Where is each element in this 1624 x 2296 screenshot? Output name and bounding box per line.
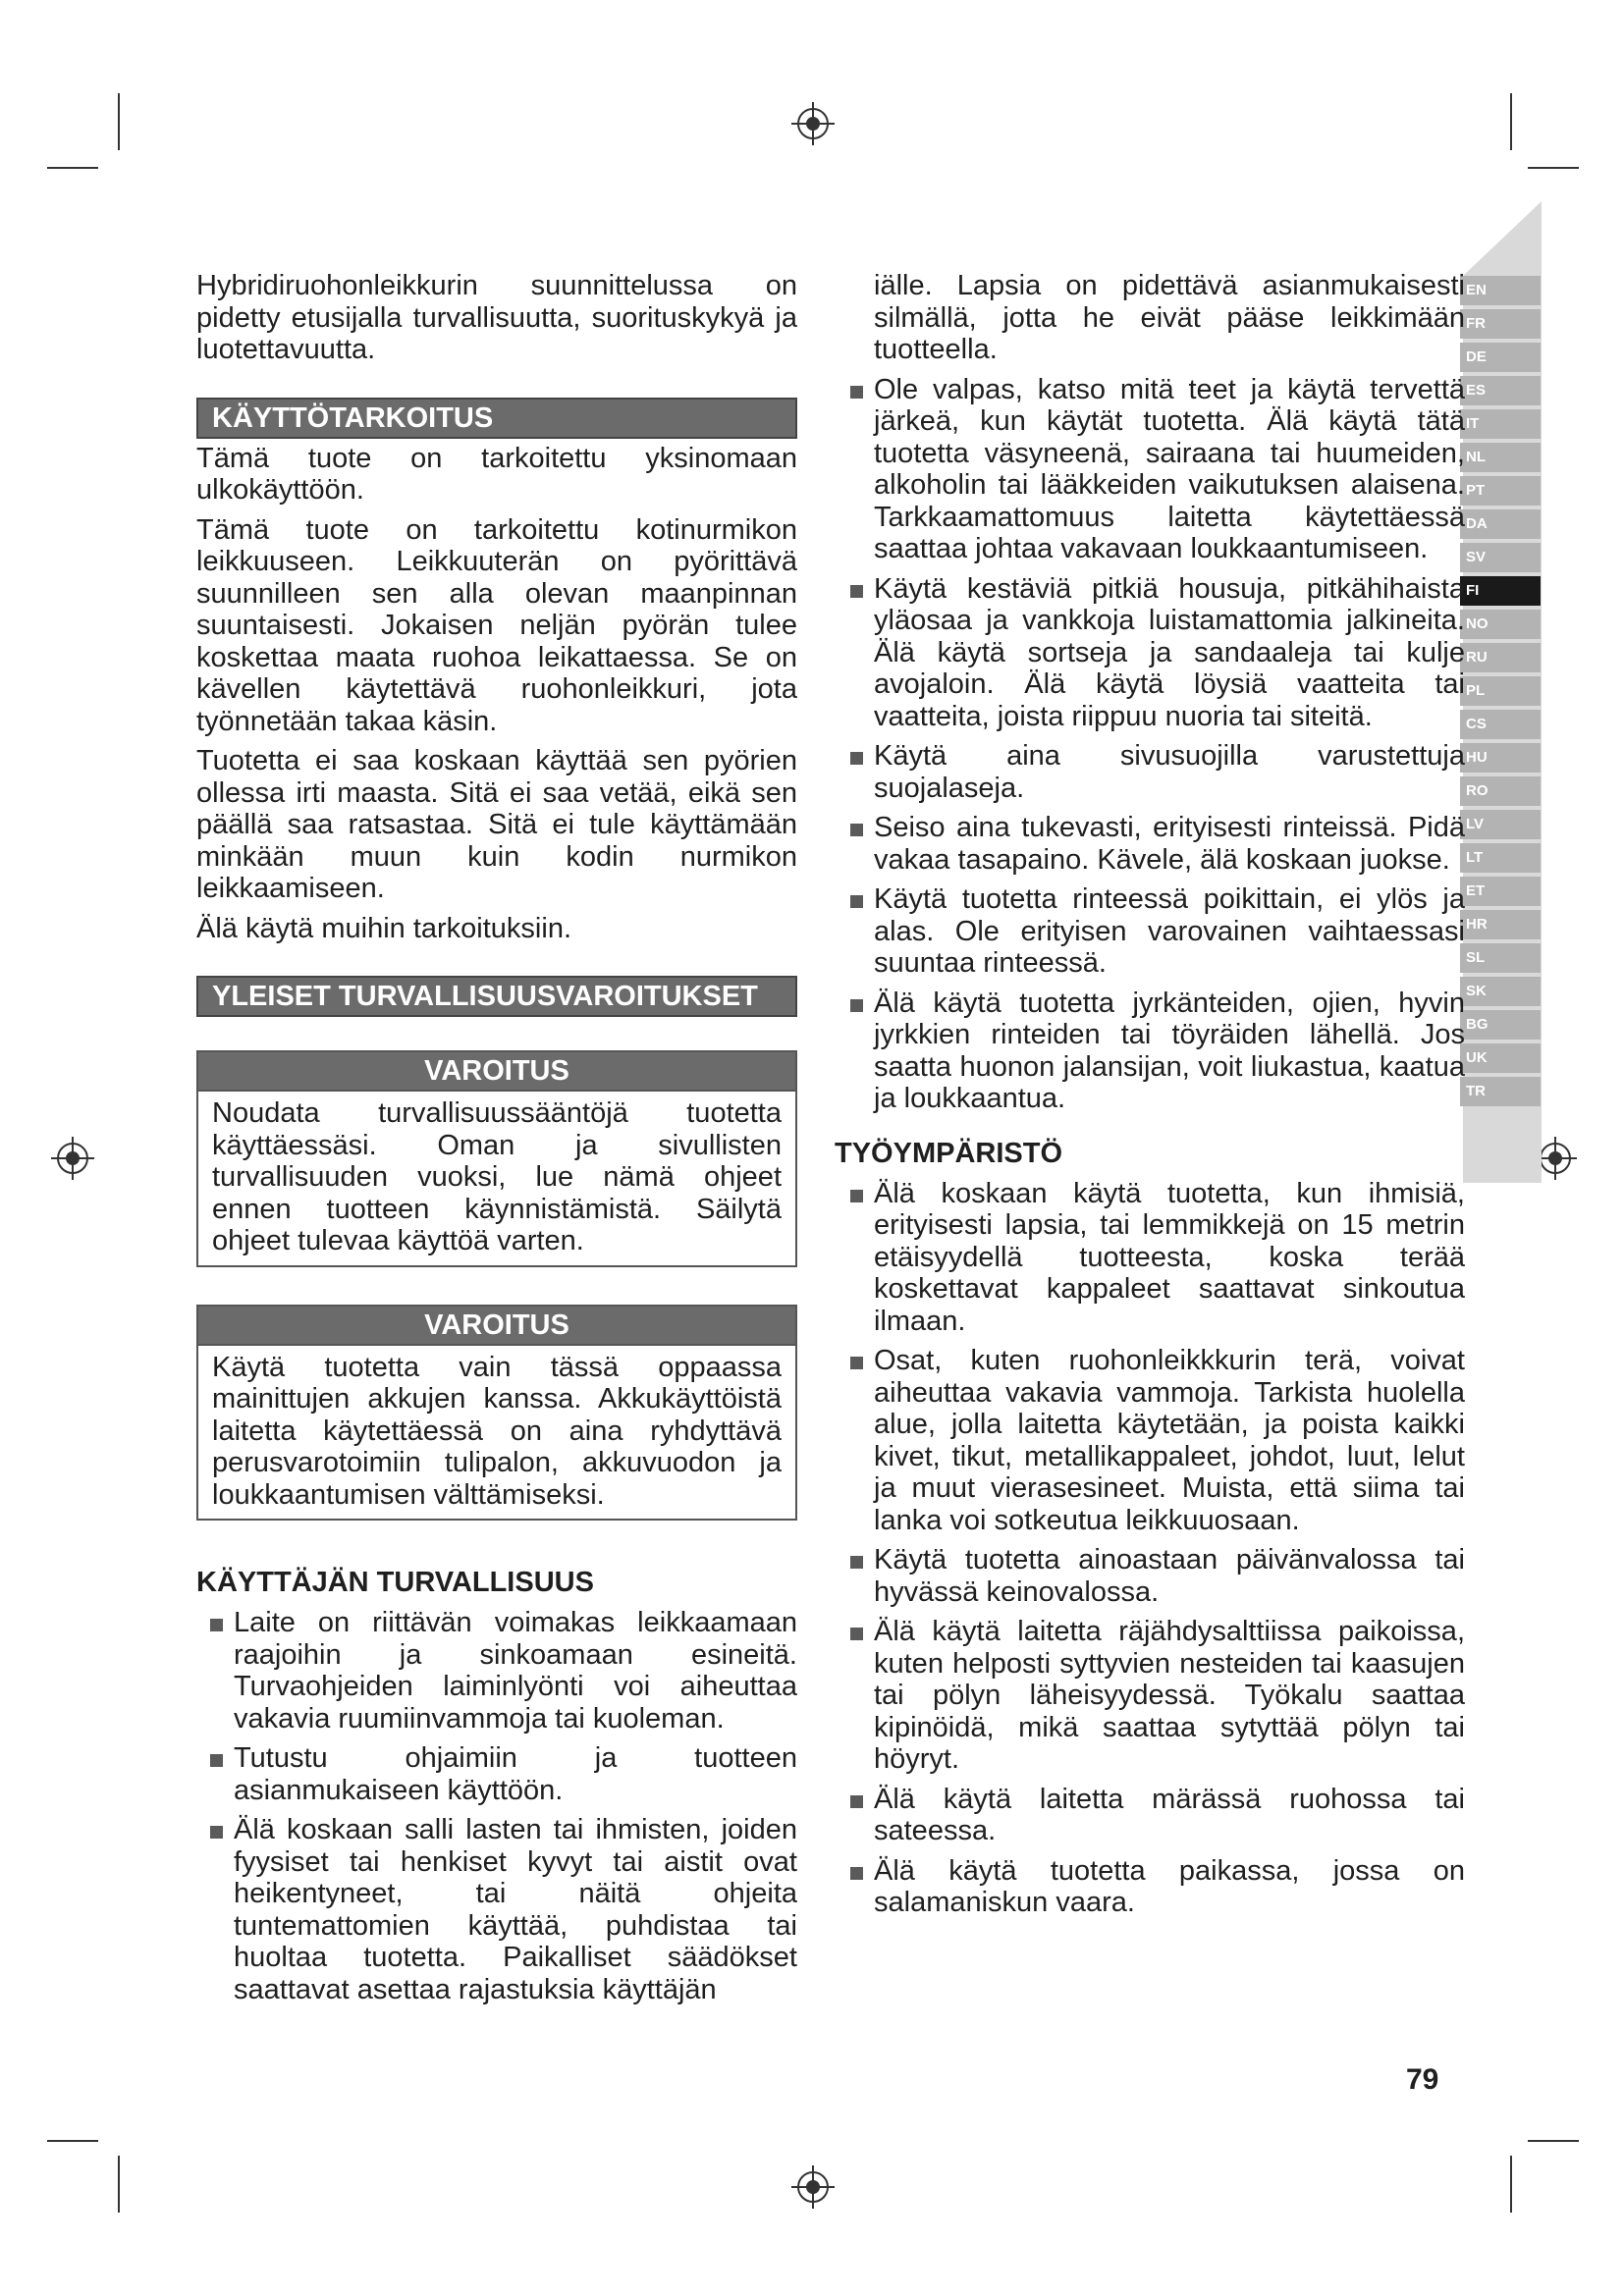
language-tab-no[interactable]: NO — [1460, 610, 1541, 639]
list-item-text: Älä käytä tuotetta paikassa, jossa on salamaniskun vaara. — [874, 1854, 1465, 1918]
language-tab-bg[interactable]: BG — [1460, 1010, 1541, 1040]
crop-mark — [1528, 2140, 1579, 2142]
work-area-heading: TYÖYMPÄRISTÖ — [835, 1137, 1063, 1169]
warning-title: VAROITUS — [198, 1307, 795, 1346]
continuation-paragraph: iälle. Lapsia on pidettävä asianmukaisesti silmällä, jotta he eivät pääse leikkimään tuotteella. — [874, 270, 1465, 365]
language-tab-da[interactable]: DA — [1460, 509, 1541, 539]
intended-use-paragraph: Tämä tuote on tarkoitettu kotinurmikon leikkuuseen. Leikkuuterän on pyörittävä suunnilleen sen alla olevan maanpinnan suuntaisesti. Jokaisen neljän pyörän tulee koskettaa maata ruohoa leikattaessa. Se on kävellen käytettävä ruohonleikkuri, jota työnnetään takaa käsin. — [196, 513, 797, 737]
intended-use-paragraph: Älä käytä muihin tarkoituksiin. — [196, 912, 571, 944]
language-tab-fr[interactable]: FR — [1460, 309, 1541, 339]
language-tab-lv[interactable]: LV — [1460, 810, 1541, 839]
crop-mark — [1510, 93, 1512, 150]
list-item — [196, 1814, 797, 2005]
registration-mark-icon — [791, 2165, 835, 2209]
list-item-text: Käytä aina sivusuojilla varustettuja suojalaseja. — [874, 740, 1465, 804]
bullet-icon — [850, 824, 863, 836]
warning-box — [196, 1305, 797, 1522]
warning-text: Käytä tuotetta vain tässä oppaassa mainittujen akkujen kanssa. Akkukäyttöistä laitetta käytettäessä on aina ryhdyttävä perusvarotoimiin tulipalon, akkuvuodon ja loukkaantumisen välttämiseksi. — [212, 1351, 782, 1511]
general-safety-heading: YLEISET TURVALLISUUSVAROITUKSET — [196, 976, 797, 1017]
language-tab-ro[interactable]: RO — [1460, 776, 1541, 806]
language-tab-sl[interactable]: SL — [1460, 943, 1541, 973]
intended-use-paragraph: Tuotetta ei saa koskaan käyttää sen pyörien ollessa irti maasta. Sitä ei saa vetää, eikä sen päällä saa ratsastaa. Sitä ei tule käyttämään minkään muun kuin kodin nurmikon leikkaamiseen. — [196, 745, 797, 904]
right-column — [837, 270, 1465, 1927]
language-tab-fi[interactable]: FI — [1460, 576, 1541, 606]
language-tab-tr[interactable]: TR — [1460, 1077, 1541, 1106]
crop-mark — [1528, 167, 1579, 169]
bullet-icon — [850, 1867, 863, 1880]
language-tab-sv[interactable]: SV — [1460, 543, 1541, 572]
language-tab-hr[interactable]: HR — [1460, 910, 1541, 939]
bullet-icon — [850, 1556, 863, 1569]
bullet-icon — [850, 1795, 863, 1808]
language-tab-de[interactable]: DE — [1460, 343, 1541, 372]
language-tab-ru[interactable]: RU — [1460, 643, 1541, 672]
list-item — [837, 1544, 1465, 1608]
intro-paragraph: Hybridiruohonleikkurin suunnittelussa on pidetty etusijalla turvallisuutta, suorituskykyä ja luotettavuutta. — [196, 270, 797, 365]
language-tab-lt[interactable]: LT — [1460, 843, 1541, 873]
intended-use-paragraph: Tämä tuote on tarkoitettu yksinomaan ulkokäyttöön. — [196, 442, 797, 506]
language-tab-et[interactable]: ET — [1460, 877, 1541, 906]
bullet-icon — [210, 1826, 223, 1839]
page-number: 79 — [1406, 2063, 1439, 2096]
list-item — [837, 573, 1465, 733]
crop-mark — [1510, 2156, 1512, 2213]
list-item — [837, 1784, 1465, 1847]
intended-use-heading: KÄYTTÖTARKOITUS — [196, 398, 797, 439]
list-item — [837, 1616, 1465, 1776]
language-tab-uk[interactable]: UK — [1460, 1043, 1541, 1073]
language-tab-es[interactable]: ES — [1460, 376, 1541, 405]
list-item-text: Seiso aina tukevasti, erityisesti rinteissä. Pidä vakaa tasapaino. Kävele, älä koskaan juokse. — [874, 812, 1465, 876]
list-item — [837, 374, 1465, 565]
list-item-text: Älä käytä tuotetta jyrkänteiden, ojien, hyvin jyrkkien rinteiden tai töyräiden lähellä. Jos saatta huonon jalansijan, voit liukastua, kaatua ja loukkaantua. — [874, 987, 1465, 1114]
list-item — [837, 1855, 1465, 1919]
list-item-text: Älä koskaan käytä tuotetta, kun ihmisiä, erityisesti lapsia, tai lemmikkejä on 15 metrin etäisyydellä tuotteesta, koska terää koskettavat kappaleet saattavat sinkoutua ilmaan. — [874, 1177, 1465, 1337]
user-safety-list-continued — [837, 374, 1465, 1115]
bullet-icon — [210, 1619, 223, 1631]
warning-text: Noudata turvallisuussääntöjä tuotetta käyttäessäsi. Oman ja sivullisten turvallisuuden vuoksi, lue nämä ohjeet ennen tuotteen käynnistämistä. Säilytä ohjeet tulevaa käyttöä varten. — [212, 1097, 782, 1256]
crop-mark — [118, 93, 120, 150]
language-tab-sk[interactable]: SK — [1460, 977, 1541, 1006]
list-item — [837, 740, 1465, 804]
list-item — [837, 812, 1465, 876]
list-item-text: Laite on riittävän voimakas leikkaamaan raajoihin ja sinkoamaan esineitä. Turvaohjeiden laiminlyönti voi aiheuttaa vakavia ruumiinvammoja tai kuoleman. — [234, 1607, 797, 1735]
language-tabs — [1460, 276, 1541, 1110]
language-tab-nl[interactable]: NL — [1460, 443, 1541, 472]
work-area-list — [837, 1178, 1465, 1919]
bullet-icon — [850, 1190, 863, 1202]
list-item-text: Käytä kestäviä pitkiä housuja, pitkähihaista yläosaa ja vankkoja luistamattomia jalkineita. Älä käytä sortseja ja sandaaleja tai kulje avojaloin. Älä käytä löysiä vaatteita tai vaatteita, joista riippuu nuoria tai siteitä. — [874, 572, 1465, 732]
registration-mark-icon — [51, 1137, 94, 1180]
user-safety-heading: KÄYTTÄJÄN TURVALLISUUS — [196, 1567, 594, 1598]
crop-mark — [118, 2156, 120, 2213]
language-tab-hu[interactable]: HU — [1460, 743, 1541, 773]
language-tab-pt[interactable]: PT — [1460, 476, 1541, 506]
list-item-text: Käytä tuotetta ainoastaan päivänvalossa tai hyvässä keinovalossa. — [874, 1544, 1465, 1608]
list-item — [196, 1607, 797, 1735]
list-item — [196, 1742, 797, 1806]
list-item — [837, 1178, 1465, 1338]
bullet-icon — [850, 1628, 863, 1640]
list-item-text: Älä käytä laitetta märässä ruohossa tai sateessa. — [874, 1783, 1465, 1846]
crop-mark — [47, 2140, 98, 2142]
language-tab-pl[interactable]: PL — [1460, 676, 1541, 706]
list-item-text: Osat, kuten ruohonleikkkurin terä, voivat aiheuttaa vakavia vammoja. Tarkista huolella alue, jolla laitetta käytetään, ja poista kaikki kivet, tikut, metallikappaleet, johdot, luut, lelut ja muut vierasesineet. Muista, että siima tai lanka voi sotkeutua leikkuuosaan. — [874, 1345, 1465, 1536]
list-item — [837, 883, 1465, 980]
left-column — [196, 270, 797, 2013]
warning-title: VAROITUS — [198, 1052, 795, 1092]
bullet-icon — [850, 1357, 863, 1369]
bullet-icon — [850, 585, 863, 598]
crop-mark — [47, 167, 98, 169]
list-item — [837, 988, 1465, 1115]
language-tab-en[interactable]: EN — [1460, 276, 1541, 305]
bullet-icon — [210, 1754, 223, 1767]
language-tab-cs[interactable]: CS — [1460, 710, 1541, 739]
list-item — [837, 1345, 1465, 1536]
list-item-text: Tutustu ohjaimiin ja tuotteen asianmukaiseen käyttöön. — [234, 1742, 797, 1806]
list-item-text: Älä käytä laitetta räjähdysalttiissa paikoissa, kuten helposti syttyvien nesteiden tai kaasujen tai pölyn läheisyydessä. Työkalu saattaa kipinöidä, mikä saattaa sytyttää pölyn tai höyryt. — [874, 1616, 1465, 1775]
user-safety-list — [196, 1607, 797, 2005]
list-item-text: Käytä tuotetta rinteessä poikittain, ei ylös ja alas. Ole erityisen varovainen vaihtaessasi suuntaa rinteessä. — [874, 883, 1465, 979]
warning-box — [196, 1050, 797, 1267]
registration-mark-icon — [791, 102, 835, 145]
language-tab-it[interactable]: IT — [1460, 409, 1541, 439]
bullet-icon — [850, 895, 863, 908]
bullet-icon — [850, 386, 863, 399]
bullet-icon — [850, 752, 863, 765]
bullet-icon — [850, 999, 863, 1012]
list-item-text: Älä koskaan salli lasten tai ihmisten, joiden fyysiset tai henkiset kyvyt tai aistit ovat heikentyneet, tai näitä ohjeita tuntemattomien käyttää, puhdistaa tai huoltaa tuotetta. Paikalliset säädökset saattavat asettaa rajastuksia käyttäjän — [234, 1814, 797, 2005]
list-item-text: Ole valpas, katso mitä teet ja käytä tervettä järkeä, kun käytät tuotetta. Älä käytä tätä tuotetta väsyneenä, sairaana tai huumeiden, alkoholin tai lääkkeiden vaikutuksen alaisena. Tarkkaamattomuus laitetta käytettäessä saattaa johtaa vakavaan loukkaantumiseen. — [874, 373, 1465, 564]
